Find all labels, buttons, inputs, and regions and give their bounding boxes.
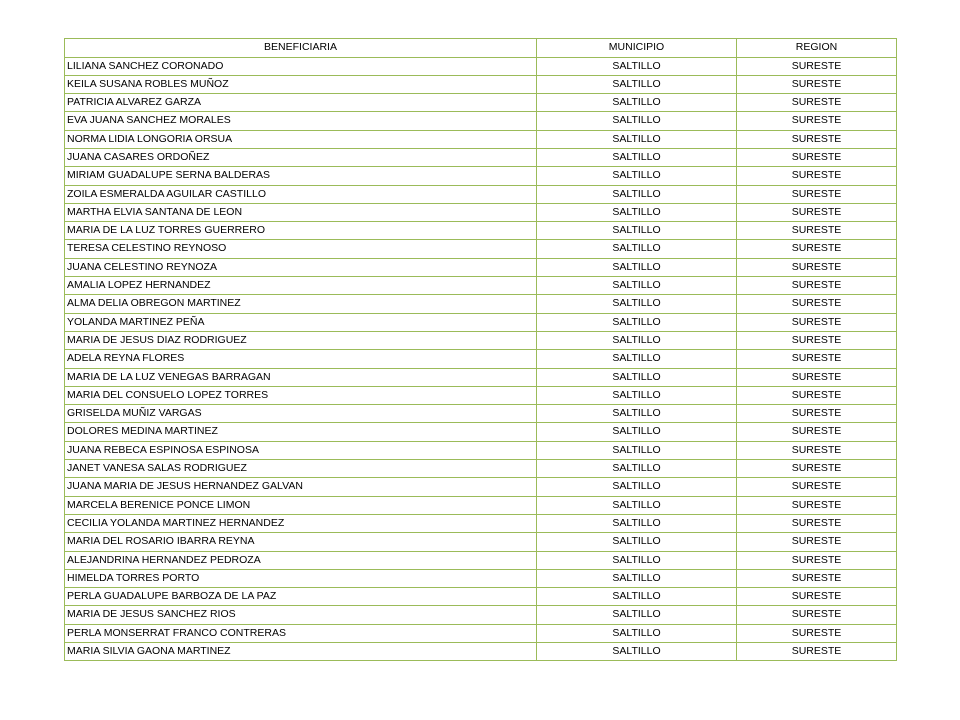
cell-municipio: SALTILLO [537,478,737,496]
cell-municipio: SALTILLO [537,112,737,130]
cell-municipio: SALTILLO [537,130,737,148]
cell-region: SURESTE [737,478,897,496]
table-row [65,368,897,386]
cell-region: SURESTE [737,405,897,423]
table-body [65,57,897,661]
cell-beneficiaria: MARIA DEL CONSUELO LOPEZ TORRES [65,386,537,404]
table-row [65,112,897,130]
cell-region: SURESTE [737,331,897,349]
cell-beneficiaria: GRISELDA MUÑIZ VARGAS [65,405,537,423]
header-row [65,39,897,58]
cell-municipio: SALTILLO [537,313,737,331]
table-row [65,203,897,221]
table-row [65,624,897,642]
cell-municipio: SALTILLO [537,350,737,368]
cell-beneficiaria: MARIA DE LA LUZ TORRES GUERRERO [65,222,537,240]
cell-region: SURESTE [737,94,897,112]
cell-region: SURESTE [737,112,897,130]
cell-region: SURESTE [737,57,897,75]
cell-region: SURESTE [737,130,897,148]
table-row [65,588,897,606]
cell-region: SURESTE [737,460,897,478]
cell-municipio: SALTILLO [537,331,737,349]
cell-beneficiaria: ADELA REYNA FLORES [65,350,537,368]
cell-region: SURESTE [737,386,897,404]
cell-municipio: SALTILLO [537,277,737,295]
cell-beneficiaria: AMALIA LOPEZ HERNANDEZ [65,277,537,295]
beneficiary-table [64,38,897,661]
cell-municipio: SALTILLO [537,496,737,514]
cell-municipio: SALTILLO [537,624,737,642]
table-row [65,386,897,404]
cell-municipio: SALTILLO [537,533,737,551]
table-row [65,222,897,240]
cell-region: SURESTE [737,222,897,240]
cell-municipio: SALTILLO [537,551,737,569]
cell-beneficiaria: NORMA LIDIA LONGORIA ORSUA [65,130,537,148]
cell-region: SURESTE [737,496,897,514]
cell-beneficiaria: MARIA SILVIA GAONA MARTINEZ [65,643,537,661]
cell-beneficiaria: JUANA CELESTINO REYNOZA [65,258,537,276]
cell-beneficiaria: DOLORES MEDINA MARTINEZ [65,423,537,441]
cell-region: SURESTE [737,514,897,532]
cell-beneficiaria: LILIANA SANCHEZ CORONADO [65,57,537,75]
cell-municipio: SALTILLO [537,588,737,606]
cell-region: SURESTE [737,551,897,569]
table-row [65,94,897,112]
cell-municipio: SALTILLO [537,94,737,112]
cell-region: SURESTE [737,148,897,166]
cell-municipio: SALTILLO [537,240,737,258]
cell-region: SURESTE [737,295,897,313]
cell-municipio: SALTILLO [537,185,737,203]
table-row [65,148,897,166]
cell-beneficiaria: EVA JUANA SANCHEZ MORALES [65,112,537,130]
table-row [65,331,897,349]
cell-municipio: SALTILLO [537,75,737,93]
table-row [65,57,897,75]
cell-beneficiaria: JUANA MARIA DE JESUS HERNANDEZ GALVAN [65,478,537,496]
cell-region: SURESTE [737,75,897,93]
cell-region: SURESTE [737,624,897,642]
table-row [65,405,897,423]
cell-region: SURESTE [737,185,897,203]
cell-beneficiaria: MARIA DEL ROSARIO IBARRA REYNA [65,533,537,551]
table-row [65,551,897,569]
cell-municipio: SALTILLO [537,460,737,478]
table-row [65,350,897,368]
cell-beneficiaria: YOLANDA MARTINEZ PEÑA [65,313,537,331]
cell-region: SURESTE [737,350,897,368]
cell-municipio: SALTILLO [537,405,737,423]
cell-region: SURESTE [737,368,897,386]
cell-municipio: SALTILLO [537,203,737,221]
cell-beneficiaria: ALEJANDRINA HERNANDEZ PEDROZA [65,551,537,569]
header-municipio: MUNICIPIO [537,39,737,58]
cell-beneficiaria: PERLA MONSERRAT FRANCO CONTRERAS [65,624,537,642]
cell-beneficiaria: MARCELA BERENICE PONCE LIMON [65,496,537,514]
table-row [65,569,897,587]
cell-region: SURESTE [737,441,897,459]
cell-municipio: SALTILLO [537,222,737,240]
cell-beneficiaria: PERLA GUADALUPE BARBOZA DE LA PAZ [65,588,537,606]
cell-region: SURESTE [737,533,897,551]
cell-beneficiaria: ALMA DELIA OBREGON MARTINEZ [65,295,537,313]
table-row [65,478,897,496]
cell-beneficiaria: HIMELDA TORRES PORTO [65,569,537,587]
cell-municipio: SALTILLO [537,643,737,661]
cell-municipio: SALTILLO [537,514,737,532]
cell-beneficiaria: MARIA DE JESUS SANCHEZ RIOS [65,606,537,624]
cell-municipio: SALTILLO [537,423,737,441]
cell-beneficiaria: ZOILA ESMERALDA AGUILAR CASTILLO [65,185,537,203]
cell-beneficiaria: MIRIAM GUADALUPE SERNA BALDERAS [65,167,537,185]
cell-beneficiaria: JANET VANESA SALAS RODRIGUEZ [65,460,537,478]
cell-beneficiaria: TERESA CELESTINO REYNOSO [65,240,537,258]
cell-region: SURESTE [737,423,897,441]
table-row [65,533,897,551]
cell-municipio: SALTILLO [537,258,737,276]
cell-municipio: SALTILLO [537,148,737,166]
cell-region: SURESTE [737,588,897,606]
header-beneficiaria: BENEFICIARIA [65,39,537,58]
table-row [65,441,897,459]
cell-region: SURESTE [737,569,897,587]
cell-municipio: SALTILLO [537,569,737,587]
cell-beneficiaria: JUANA REBECA ESPINOSA ESPINOSA [65,441,537,459]
cell-municipio: SALTILLO [537,606,737,624]
cell-beneficiaria: JUANA CASARES ORDOÑEZ [65,148,537,166]
table-row [65,130,897,148]
table-row [65,643,897,661]
table-row [65,240,897,258]
cell-municipio: SALTILLO [537,368,737,386]
cell-municipio: SALTILLO [537,441,737,459]
cell-beneficiaria: MARIA DE JESUS DIAZ RODRIGUEZ [65,331,537,349]
table-row [65,258,897,276]
cell-beneficiaria: CECILIA YOLANDA MARTINEZ HERNANDEZ [65,514,537,532]
cell-region: SURESTE [737,258,897,276]
cell-municipio: SALTILLO [537,295,737,313]
cell-municipio: SALTILLO [537,386,737,404]
table-row [65,496,897,514]
cell-region: SURESTE [737,167,897,185]
table-row [65,423,897,441]
table-row [65,167,897,185]
table-row [65,277,897,295]
cell-region: SURESTE [737,277,897,295]
cell-region: SURESTE [737,313,897,331]
cell-beneficiaria: PATRICIA ALVAREZ GARZA [65,94,537,112]
cell-beneficiaria: KEILA SUSANA ROBLES MUÑOZ [65,75,537,93]
table-row [65,295,897,313]
header-region: REGION [737,39,897,58]
cell-region: SURESTE [737,643,897,661]
table-row [65,313,897,331]
cell-municipio: SALTILLO [537,57,737,75]
table-row [65,514,897,532]
cell-beneficiaria: MARTHA ELVIA SANTANA DE LEON [65,203,537,221]
table-row [65,460,897,478]
table-row [65,75,897,93]
cell-region: SURESTE [737,240,897,258]
table-row [65,185,897,203]
cell-beneficiaria: MARIA DE LA LUZ VENEGAS BARRAGAN [65,368,537,386]
cell-municipio: SALTILLO [537,167,737,185]
cell-region: SURESTE [737,606,897,624]
table-row [65,606,897,624]
cell-region: SURESTE [737,203,897,221]
